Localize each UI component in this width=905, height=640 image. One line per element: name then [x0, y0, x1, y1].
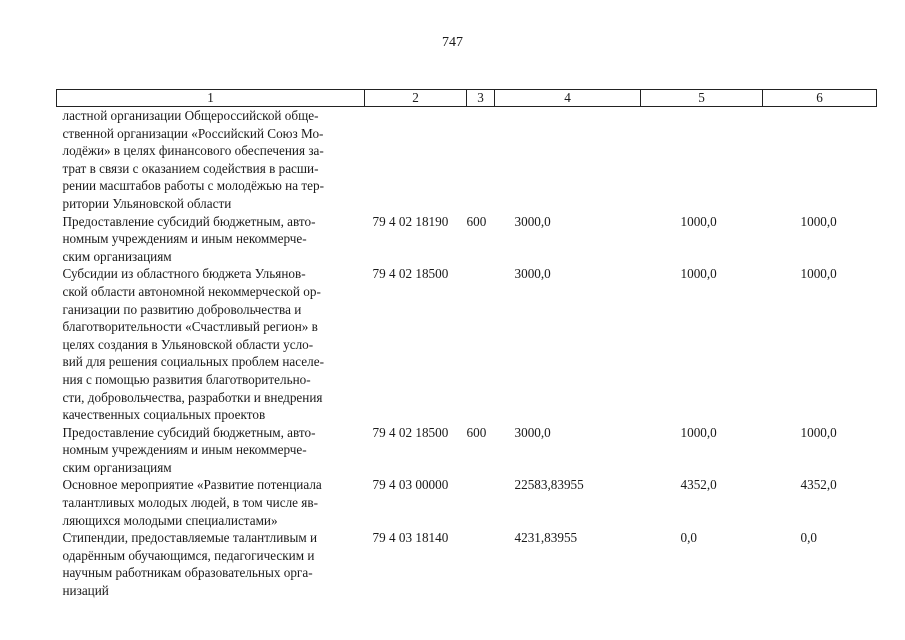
row-expense-type: 600	[466, 424, 487, 440]
name-line: ляющихся молодыми специалистами»	[62, 512, 278, 528]
row-amount-3: 0,0	[800, 530, 817, 546]
name-line: низаций	[62, 583, 109, 599]
name-line: ственной организации «Российский Союз Мо-	[62, 125, 324, 141]
row-amount-3: 1000,0	[800, 266, 837, 282]
name-line: ганизации по развитию добровольчества и	[62, 301, 302, 317]
row-name	[57, 476, 365, 529]
row-code: 79 4 03 18140	[372, 530, 449, 546]
name-line: качественных социальных проектов	[62, 407, 266, 423]
row-amount-2	[641, 107, 763, 213]
name-line: вий для решения социальных проблем населе-	[62, 354, 324, 370]
row-code: 79 4 02 18190	[372, 213, 449, 229]
row-name	[57, 529, 365, 599]
row-amount-2: 1000,0	[680, 213, 717, 229]
table-row	[57, 529, 877, 599]
table-row	[57, 107, 877, 213]
row-expense-type: 600	[466, 213, 487, 229]
row-amount-2: 1000,0	[680, 424, 717, 440]
row-code: 79 4 02 18500	[372, 266, 449, 282]
table-row	[57, 213, 877, 266]
name-line: ритории Ульяновской области	[62, 195, 232, 211]
name-line: целях создания в Ульяновской области усло-	[62, 336, 314, 352]
name-line: номным учреждениям и иным некоммерче-	[62, 231, 307, 247]
col-header-4: 4	[495, 90, 641, 107]
row-amount-2: 0,0	[680, 530, 697, 546]
name-line: благотворительности «Счастливый регион» в	[62, 319, 318, 335]
name-line: Стипендии, предоставляемые талантливым и	[62, 530, 318, 546]
row-amount-1: 3000,0	[514, 266, 551, 282]
row-amount-2: 1000,0	[680, 266, 717, 282]
row-expense-type	[467, 107, 495, 213]
table-row	[57, 476, 877, 529]
name-line: номным учреждениям и иным некоммерче-	[62, 442, 307, 458]
name-line: Предоставление субсидий бюджетным, авто-	[62, 424, 316, 440]
name-line: Предоставление субсидий бюджетным, авто-	[62, 213, 316, 229]
name-line: ским организациям	[62, 459, 172, 475]
row-amount-1	[495, 107, 641, 213]
row-amount-3: 1000,0	[800, 424, 837, 440]
name-line: трат в связи с оказанием содействия в расши-	[62, 160, 319, 176]
row-expense-type	[467, 529, 495, 599]
page-number: 747	[442, 35, 463, 50]
name-line: ской области автономной некоммерческой ор-	[62, 283, 321, 299]
budget-table	[56, 89, 877, 600]
col-header-5: 5	[641, 90, 763, 107]
row-name	[57, 265, 365, 423]
name-line: Субсидии из областного бюджета Ульянов-	[62, 266, 306, 282]
name-line: ским организациям	[62, 248, 172, 264]
row-amount-2: 4352,0	[680, 477, 717, 493]
name-line: одарённым обучающимся, педагогическим и	[62, 547, 315, 563]
row-amount-1: 4231,83955	[514, 530, 578, 546]
name-line: талантливых молодых людей, в том числе яв-	[62, 495, 318, 511]
col-header-6: 6	[763, 90, 877, 107]
name-line: сти, добровольчества, разработки и внедрения	[62, 389, 323, 405]
row-expense-type	[467, 265, 495, 423]
row-amount-1: 3000,0	[514, 424, 551, 440]
row-amount-1: 3000,0	[514, 213, 551, 229]
row-amount-1: 22583,83955	[514, 477, 584, 493]
name-line: научным работникам образовательных орга-	[62, 565, 313, 581]
row-amount-3: 4352,0	[800, 477, 837, 493]
row-name	[57, 424, 365, 477]
col-header-3: 3	[467, 90, 495, 107]
name-line: рении масштабов работы с молодёжью на тер-	[62, 178, 324, 194]
header-row	[57, 90, 877, 107]
table-row	[57, 265, 877, 423]
row-amount-3: 1000,0	[800, 213, 837, 229]
col-header-2: 2	[365, 90, 467, 107]
name-line: Основное мероприятие «Развитие потенциала	[62, 477, 322, 493]
row-code	[365, 107, 467, 213]
row-amount-3	[763, 107, 877, 213]
row-name	[57, 213, 365, 266]
row-name	[57, 107, 365, 213]
table-row	[57, 424, 877, 477]
col-header-1: 1	[57, 90, 365, 107]
name-line: лодёжи» в целях финансового обеспечения за-	[62, 143, 324, 159]
row-expense-type	[467, 476, 495, 529]
name-line: ластной организации Общероссийской обще-	[62, 108, 319, 123]
name-line: ния с помощью развития благотворительно-	[62, 371, 311, 387]
row-code: 79 4 02 18500	[372, 424, 449, 440]
row-code: 79 4 03 00000	[372, 477, 449, 493]
